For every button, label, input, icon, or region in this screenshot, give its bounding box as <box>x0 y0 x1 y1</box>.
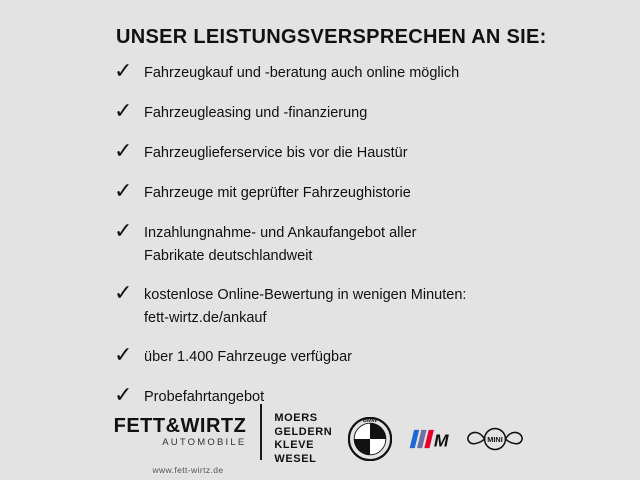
svg-text:MINI: MINI <box>487 435 504 445</box>
dealer-logo <box>114 404 263 460</box>
list-item-text <box>144 180 411 205</box>
bmw-m-logo-icon <box>406 426 450 452</box>
city-item: GELDERN <box>274 425 333 438</box>
list-item-line1: Inzahlungnahme- und Ankaufangebot aller <box>144 225 417 241</box>
list-item-text <box>144 100 367 125</box>
list-item-line1: Fahrzeuglieferservice bis vor die Haustür <box>144 145 408 161</box>
brand-logos <box>348 417 526 461</box>
list-item-line1: kostenlose Online-Bewertung in wenigen Minuten: <box>144 287 467 303</box>
check-icon: ✓ <box>114 343 133 368</box>
city-item: MOERS <box>274 412 318 424</box>
check-icon: ✓ <box>114 59 133 84</box>
footer <box>0 404 640 474</box>
check-icon: ✓ <box>114 281 133 306</box>
svg-text:M: M <box>434 430 449 451</box>
brand-block <box>113 408 527 475</box>
list-item-line1: über 1.400 Fahrzeuge verfügbar <box>144 349 352 365</box>
benefits-list <box>114 60 544 424</box>
bmw-logo-icon <box>348 417 392 461</box>
list-item-line1: Fahrzeuge mit geprüfter Fahrzeughistorie <box>144 185 411 201</box>
list-item-line1: Fahrzeugleasing und -finanzierung <box>144 105 368 121</box>
check-icon: ✓ <box>114 139 133 164</box>
mini-logo-icon <box>464 422 526 456</box>
list-item-text <box>144 220 416 268</box>
city-item: KLEVE <box>274 439 315 451</box>
list-item-line2: fett-wirtz.de/ankauf <box>144 310 267 326</box>
dealer-subtitle: AUTOMOBILE <box>162 436 247 448</box>
list-item <box>114 180 544 206</box>
check-icon: ✓ <box>114 179 133 204</box>
check-icon: ✓ <box>114 99 133 124</box>
list-item-line1: Probefahrtangebot <box>144 389 265 405</box>
city-list <box>262 411 348 467</box>
list-item-text <box>144 60 459 85</box>
list-item <box>114 220 544 268</box>
city-item: WESEL <box>274 452 317 465</box>
list-item-text <box>144 140 408 165</box>
dealer-url: www.fett-wirtz.de <box>152 464 224 475</box>
list-item <box>114 344 544 370</box>
list-item <box>114 100 544 126</box>
page-title: UNSER LEISTUNGSVERSPRECHEN AN SIE: <box>116 26 547 48</box>
check-icon: ✓ <box>114 383 133 408</box>
list-item-line1: Fahrzeugkauf und -beratung auch online möglich <box>144 65 460 81</box>
check-icon: ✓ <box>114 219 133 244</box>
list-item-text <box>144 282 466 330</box>
list-item-text <box>144 344 352 369</box>
list-item <box>114 60 544 86</box>
list-item <box>114 282 544 330</box>
dealer-name: FETT&WIRTZ <box>113 414 247 437</box>
list-item <box>114 140 544 166</box>
list-item-line2: Fabrikate deutschlandweit <box>144 248 313 264</box>
svg-text:BMW: BMW <box>363 417 378 424</box>
